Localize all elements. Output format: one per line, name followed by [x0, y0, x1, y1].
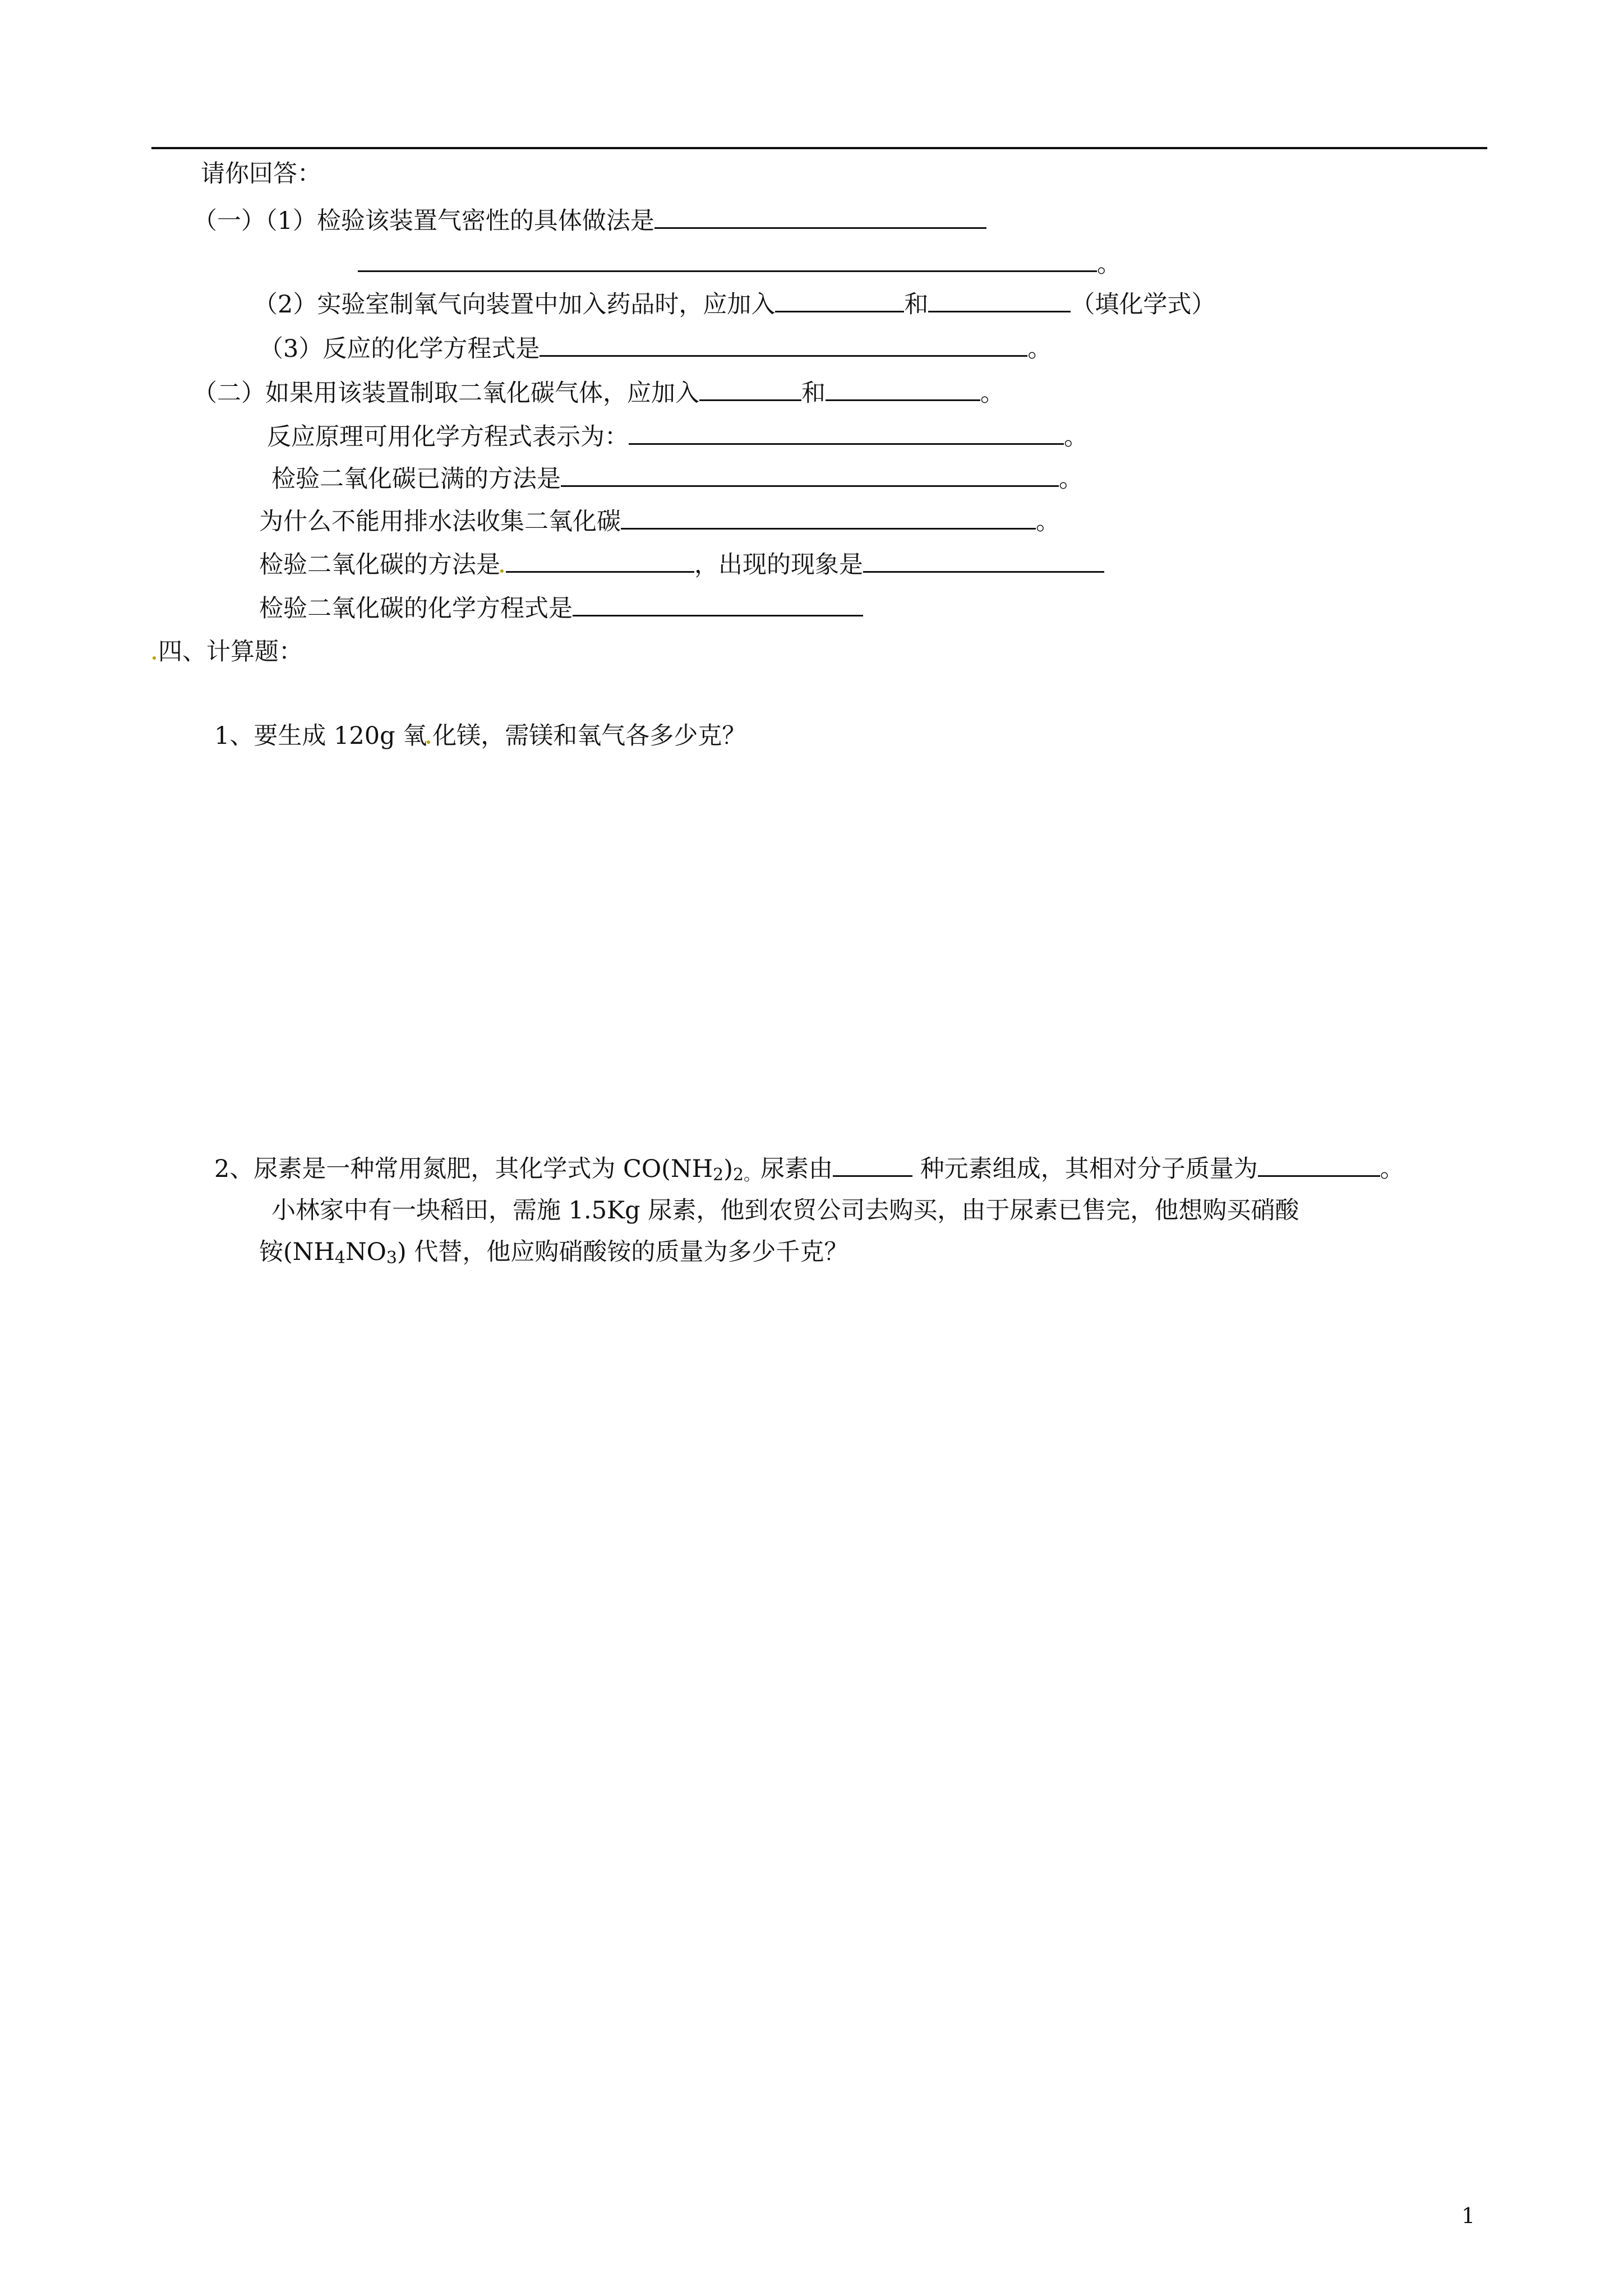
part2-why: 为什么不能用排水法收集二氧化碳 。	[259, 505, 1060, 537]
answer-blank[interactable]	[863, 549, 1104, 573]
section4-title: 四、计算题：	[153, 636, 303, 668]
part2-test: 检验二氧化碳的方法是 ，出现的现象是	[259, 549, 1104, 581]
header-rule	[151, 147, 1487, 149]
answer-blank[interactable]	[928, 288, 1071, 312]
mark-dot	[427, 740, 430, 744]
answer-blank[interactable]	[629, 421, 1064, 445]
mark-dot	[153, 656, 156, 660]
part2-full: 检验二氧化碳已满的方法是 。	[271, 463, 1083, 495]
part2-reaction: 反应原理可用化学方程式表示为： 。	[267, 421, 1088, 453]
problem1: 1、要生成 120g 氧 化镁，需镁和氧气各多少克？	[214, 722, 746, 750]
answer-blank[interactable]	[506, 549, 694, 573]
answer-blank[interactable]	[699, 377, 801, 401]
part1-q3: （3）反应的化学方程式是 。	[259, 333, 1052, 365]
answer-blank[interactable]	[358, 248, 1097, 272]
answer-blank[interactable]	[654, 205, 986, 229]
problem2-line2: 小林家中有一块稻田，需施 1.5Kg 尿素，他到农贸公司去购买，由于尿素已售完，他想购买硝酸	[271, 1197, 1299, 1225]
part1-q2: （2）实验室制氧气向装置中加入药品时，应加入 和 （填化学式）	[253, 288, 1215, 320]
answer-blank[interactable]	[621, 505, 1036, 530]
part1-q1: （一）（1）检验该装置气密性的具体做法是	[193, 205, 986, 237]
answer-blank[interactable]	[573, 592, 863, 616]
part2-eq: 检验二氧化碳的化学方程式是	[259, 592, 863, 624]
answer-blank[interactable]	[826, 377, 980, 401]
problem2-line1: 2、尿素是一种常用氮肥，其化学式为 $CO(NH_2)_{2。}$尿素由 种元素组成，其相对分子质量为 。	[214, 1153, 1404, 1191]
answer-blank[interactable]	[833, 1153, 912, 1177]
answer-blank[interactable]	[775, 288, 904, 312]
answer-blank[interactable]	[540, 333, 1027, 357]
answer-blank[interactable]	[1258, 1153, 1380, 1177]
answer-blank[interactable]	[561, 463, 1059, 487]
intro-text: 请你回答：	[201, 160, 321, 188]
page-number: 1	[1461, 2203, 1476, 2228]
part2-q: （二）如果用该装置制取二氧化碳气体，应加入 和 。	[193, 377, 1004, 409]
problem2-line3: 铵$(NH_4NO_3)$ 代替，他应购硝酸铵的质量为多少千克？	[259, 1238, 849, 1268]
mark-dot	[500, 569, 504, 573]
part1-q1-continued: 。	[358, 248, 1121, 280]
